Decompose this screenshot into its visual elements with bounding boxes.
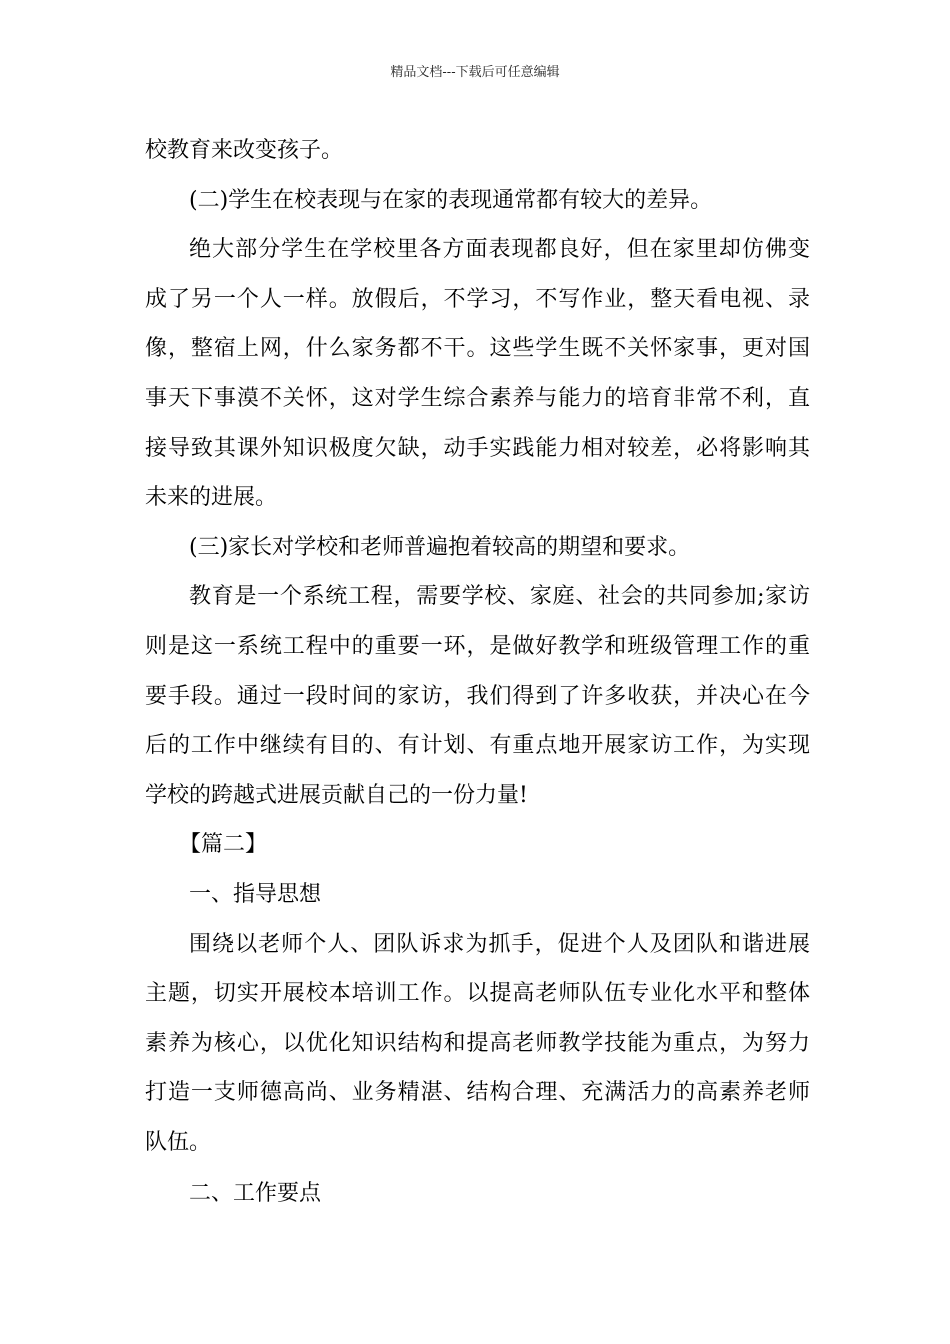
text-line: 后的工作中继续有目的、有计划、有重点地开展家访工作，为实现: [145, 733, 810, 759]
text-line: 绝大部分学生在学校里各方面表现都良好，但在家里却仿佛变: [189, 237, 810, 263]
page-header: 精品文档---下载后可任意编辑: [390, 65, 560, 80]
text-line: 围绕以老师个人、团队诉求为抓手，促进个人及团队和谐进展: [189, 931, 810, 957]
text-line: 要手段。通过一段时间的家访，我们得到了许多收获，并决心在今: [145, 683, 810, 709]
section-heading: (三)家长对学校和老师普遍抱着较高的期望和要求。: [189, 534, 691, 560]
text-line: 校教育来改变孩子。: [145, 138, 344, 163]
text-line: 未来的进展。: [145, 485, 278, 511]
text-line: 成了另一个人一样。放假后，不学习，不写作业，整天看电视、录: [145, 286, 810, 312]
text-line: 则是这一系统工程中的重要一环，是做好教学和班级管理工作的重: [145, 633, 810, 659]
text-line: 学校的跨越式进展贡献自己的一份力量!: [145, 782, 528, 808]
text-line: 事天下事漠不关怀，这对学生综合素养与能力的培育非常不利，直: [145, 385, 810, 411]
text-line: 接导致其课外知识极度欠缺，动手实践能力相对较差，必将影响其: [145, 435, 810, 461]
text-line: 教育是一个系统工程，需要学校、家庭、社会的共同参加;家访: [189, 584, 810, 610]
text-line: 主题，切实开展校本培训工作。以提高老师队伍专业化水平和整体: [145, 981, 810, 1007]
part-heading: 【篇二】: [179, 832, 268, 858]
text-line: 像，整宿上网，什么家务都不干。这些学生既不关怀家事，更对国: [145, 336, 810, 362]
text-line: 打造一支师德高尚、业务精湛、结构合理、充满活力的高素养老师: [145, 1080, 810, 1106]
section-heading: (二)学生在校表现与在家的表现通常都有较大的差异。: [189, 187, 713, 213]
section-heading: 一、指导思想: [189, 881, 322, 907]
document-body: [145, 126, 810, 1219]
text-line: 素养为核心，以优化知识结构和提高老师教学技能为重点，为努力: [145, 1030, 810, 1056]
section-heading: 二、工作要点: [189, 1181, 322, 1207]
text-line: 队伍。: [145, 1129, 212, 1155]
